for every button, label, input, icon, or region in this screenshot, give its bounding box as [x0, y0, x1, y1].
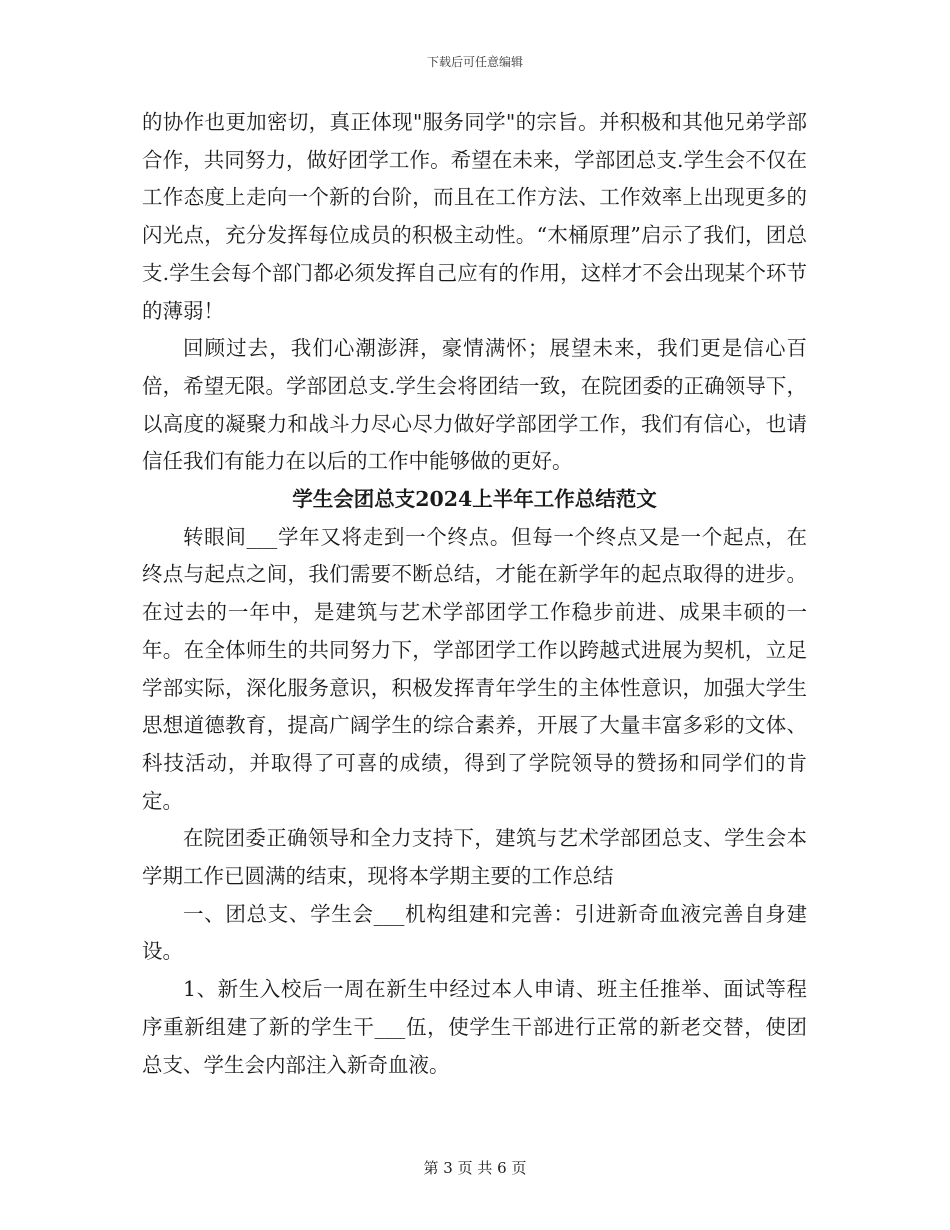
paragraph-item-one: 1、新生入校后一周在新生中经过本人申请、班主任推举、面试等程序重新组建了新的学生干___伍，使学生干部进行正常的新老交替，使团总支、学生会内部注入新奇血液。 [142, 977, 807, 1077]
page-number: 第 3 页 共 6 页 [423, 1159, 527, 1177]
page-header-note: 下载后可任意编辑 [426, 55, 523, 69]
paragraph-summary-lead: 在院团委正确领导和全力支持下，建筑与艺术学部团总支、学生会本学期工作已圆满的结束，现将本学期主要的工作总结 [142, 826, 807, 889]
paragraph-review-outlook: 回顾过去，我们心潮澎湃，豪情满怀；展望未来，我们更是信心百倍，希望无限。学部团总支.学生会将团结一致，在院团委的正确领导下，以高度的凝聚力和战斗力尽心尽力做好学部团学工作，我们有信心，也请信任我们有能力在以后的工作中能够做的更好。 [142, 336, 807, 474]
document-body [142, 104, 807, 1084]
paragraph-intro: 转眼间___学年又将走到一个终点。但每一个终点又是一个起点，在终点与起点之间，我们需要不断总结，才能在新学年的起点取得的进步。在过去的一年中，是建筑与艺术学部团学工作稳步前进、成果丰硕的一年。在全体师生的共同努力下，学部团学工作以跨越式进展为契机，立足学部实际，深化服务意识，积极发挥青年学生的主体性意识，加强大学生思想道德教育，提高广阔学生的综合素养，开展了大量丰富多彩的文体、科技活动，并取得了可喜的成绩，得到了学院领导的赞扬和同学们的肯定。 [142, 524, 807, 813]
paragraph-section-one: 一、团总支、学生会___机构组建和完善：引进新奇血液完善自身建设。 [142, 901, 807, 964]
paragraph-continuation: 的协作也更加密切，真正体现"服务同学"的宗旨。并积极和其他兄弟学部合作，共同努力，做好团学工作。希望在未来，学部团总支.学生会不仅在工作态度上走向一个新的台阶，而且在工作方法、工作效率上出现更多的闪光点，充分发挥每位成员的积极主动性。“木桶原理”启示了我们，团总支.学生会每个部门都必须发挥自己应有的作用，这样才不会出现某个环节的薄弱！ [142, 110, 807, 323]
section-title: 学生会团总支2024上半年工作总结范文 [292, 487, 657, 512]
